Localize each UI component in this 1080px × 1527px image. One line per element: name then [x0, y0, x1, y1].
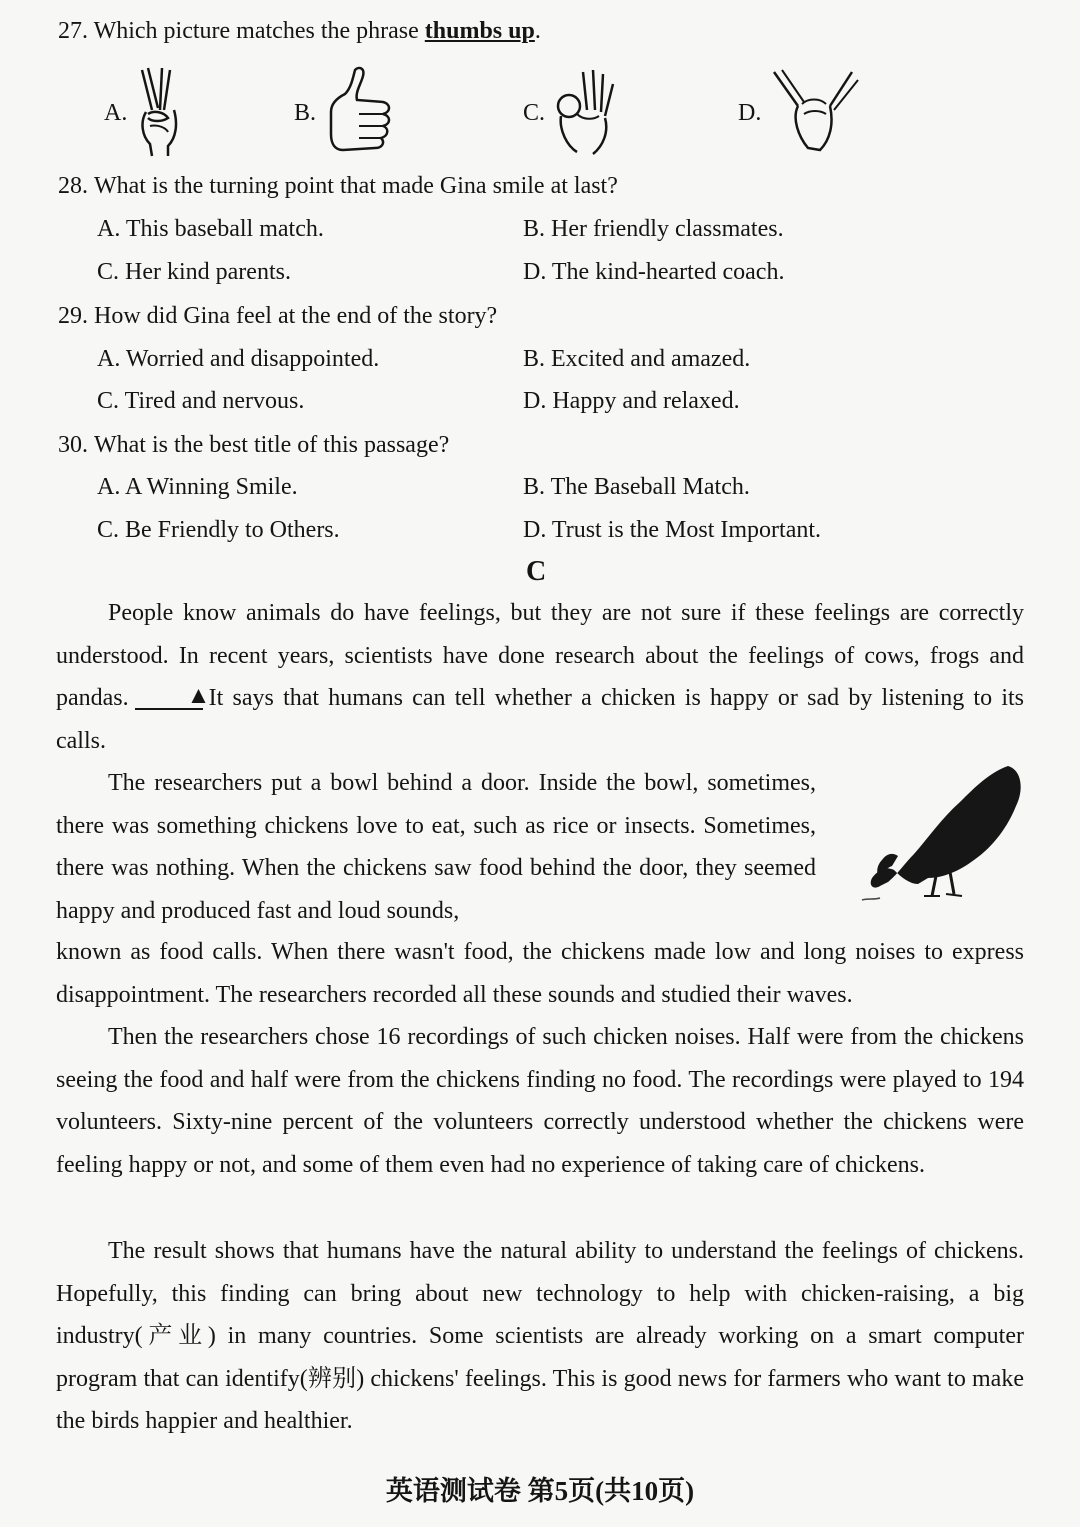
question-number: 27.	[58, 18, 88, 44]
q29-option-a: A. Worried and disappointed.	[97, 346, 380, 372]
q30-option-d: D. Trust is the Most Important.	[523, 517, 822, 543]
option-b-label: B.	[294, 100, 317, 126]
paragraph-1-text: People know animals do have feelings, but they are not sure if these feelings are correctly understood. In recent years, scientists have done research about the feelings of cows, frogs and pandas.	[56, 600, 1024, 711]
question-number: 28.	[58, 173, 88, 199]
paragraph-1	[56, 592, 1024, 762]
q29-option-c: C. Tired and nervous.	[97, 388, 305, 414]
page-footer: 英语测试卷 第5页(共10页)	[385, 1476, 695, 1506]
q28-option-b: B. Her friendly classmates.	[523, 216, 784, 242]
ok-sign-hand-icon	[553, 66, 619, 158]
question-number: 29.	[58, 303, 88, 329]
option-c-label: C.	[523, 100, 546, 126]
question-27	[58, 10, 541, 53]
hang-loose-hand-icon	[768, 66, 862, 154]
q28-option-a: A. This baseball match.	[97, 216, 324, 242]
q28-option-d: D. The kind-hearted coach.	[523, 259, 785, 285]
question-28	[58, 165, 618, 208]
paragraph-1-text-continued: It says that humans can tell whether a chicken is happy or sad by listening to its calls.	[56, 685, 1024, 754]
fill-in-blank: ▲	[135, 684, 203, 710]
q29-option-d: D. Happy and relaxed.	[523, 388, 740, 414]
question-text: What is the best title of this passage?	[94, 432, 450, 458]
q30-option-c: C. Be Friendly to Others.	[97, 517, 340, 543]
paragraph-2-wrapped: The researchers put a bowl behind a door. Inside the bowl, sometimes, there was something chickens love to eat, such as rice or insects. Sometimes, there was nothing. When the chickens saw food behind the door, they seemed happy and produced fast and loud sounds,	[56, 770, 816, 924]
question-29	[58, 295, 497, 338]
question-text: How did Gina feel at the end of the story?	[94, 303, 498, 329]
option-a-label: A.	[104, 100, 128, 126]
paragraph-2-continued: known as food calls. When there wasn't food, the chickens made low and long noises to express disappointment. The researchers recorded all these sounds and studied their waves.	[56, 939, 1024, 1008]
question-30	[58, 424, 449, 467]
paragraph-4: The result shows that humans have the natural ability to understand the feelings of chickens. Hopefully, this finding can bring about new technology to help with chicken-raising, a big industry(产业) in many countries. Some scientists are already working on a smart computer program that can identify(辨别) chickens' feelings. This is good news for farmers who want to make the birds happier and healthier.	[56, 1238, 1024, 1434]
q30-option-a: A. A Winning Smile.	[97, 474, 298, 500]
key-phrase: thumbs up	[424, 18, 535, 44]
peace-sign-hand-icon	[134, 66, 184, 158]
q30-option-b: B. The Baseball Match.	[523, 474, 750, 500]
q29-option-b: B. Excited and amazed.	[523, 346, 751, 372]
punctuation: .	[534, 18, 541, 44]
paragraph-3: Then the researchers chose 16 recordings of such chicken noises. Half were from the chickens seeing the food and half were from the chickens finding no food. The recordings were played to 194 volunteers. Sixty-nine percent of the volunteers correctly understood whether the chickens were feeling happy or not, and some of them even had no experience of taking care of chickens.	[56, 1024, 1024, 1178]
section-heading: C	[526, 556, 547, 587]
chicken-illustration	[858, 760, 1028, 910]
q28-option-c: C. Her kind parents.	[97, 259, 291, 285]
question-number: 30.	[58, 432, 88, 458]
option-d-label: D.	[738, 100, 762, 126]
question-text: Which picture matches the phrase	[93, 18, 425, 44]
thumbs-up-hand-icon	[325, 64, 395, 156]
question-text: What is the turning point that made Gina smile at last?	[94, 173, 618, 199]
